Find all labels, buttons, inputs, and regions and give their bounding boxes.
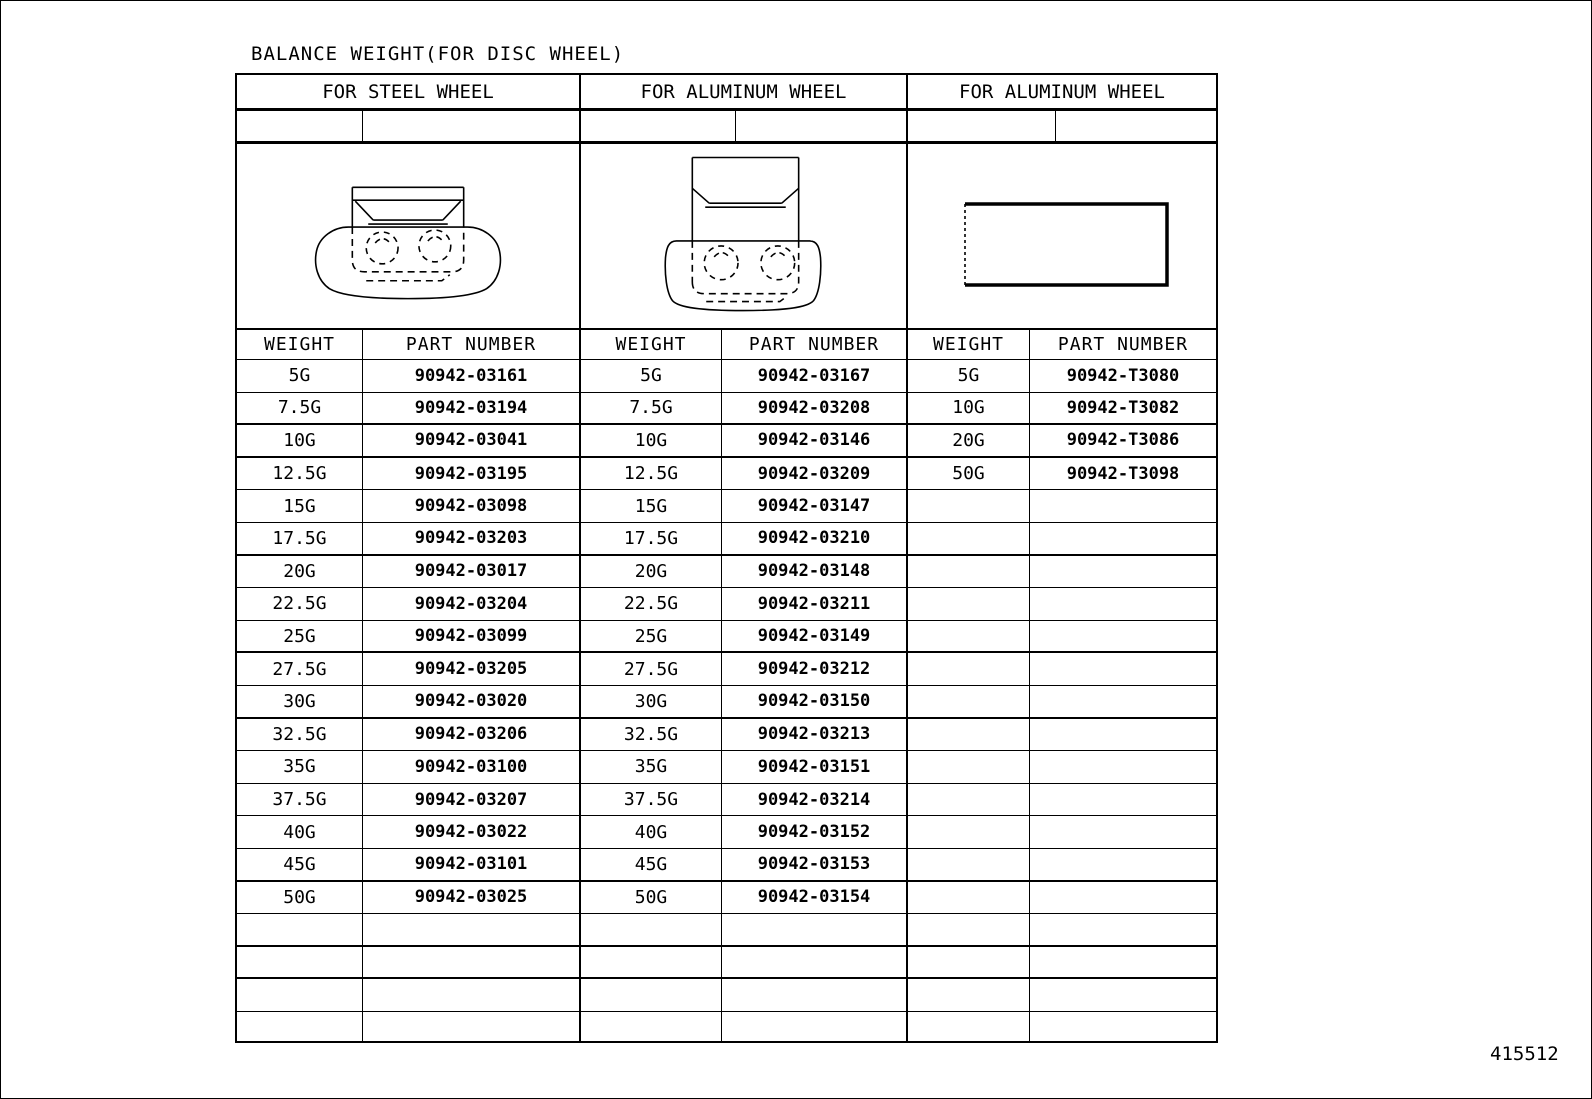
part-number-cell: 90942-03203 <box>363 523 581 554</box>
part-number-cell: 90942-03152 <box>722 816 908 848</box>
part-number-cell: 90942-03041 <box>363 425 581 456</box>
part-number-cell <box>1030 523 1216 554</box>
part-number-cell <box>1030 914 1216 945</box>
part-number-cell: 90942-03209 <box>722 458 908 490</box>
weight-cell: 25G <box>581 621 722 652</box>
weight-cell <box>908 979 1030 1011</box>
weight-cell <box>237 914 363 945</box>
group-header-aluminum-wheel-1: FOR ALUMINUM WHEEL <box>581 75 908 108</box>
weight-cell <box>581 979 722 1011</box>
table-row <box>237 686 1216 719</box>
weight-cell: 15G <box>237 490 363 522</box>
clip-on-aluminum-wheel-weight-diagram <box>581 144 908 328</box>
part-number-cell <box>1030 653 1216 685</box>
table-row <box>237 588 1216 621</box>
empty-cell <box>237 111 363 141</box>
group-header-aluminum-wheel-2: FOR ALUMINUM WHEEL <box>959 80 1165 103</box>
weight-cell <box>908 490 1030 522</box>
page-number: 415512 <box>1490 1043 1559 1065</box>
weight-cell: 12.5G <box>237 458 363 490</box>
weight-cell: 10G <box>908 393 1030 424</box>
part-number-cell <box>363 914 581 945</box>
part-number-cell <box>1030 588 1216 620</box>
part-number-cell: 90942-03161 <box>363 360 581 392</box>
table-row <box>237 914 1216 947</box>
weight-cell: 12.5G <box>581 458 722 490</box>
weight-cell: 37.5G <box>237 784 363 816</box>
weight-cell <box>908 816 1030 848</box>
weight-cell: 20G <box>908 425 1030 456</box>
table-data-rows <box>237 360 1216 1043</box>
diagram-row <box>237 144 1216 330</box>
table-row <box>237 556 1216 589</box>
parts-table <box>235 73 1218 1043</box>
part-number-cell: 90942-03150 <box>722 686 908 717</box>
weight-cell: 5G <box>237 360 363 392</box>
part-number-cell: 90942-T3080 <box>1066 365 1180 386</box>
weight-cell <box>237 979 363 1011</box>
part-number-cell: 90942-03148 <box>722 556 908 588</box>
part-number-cell <box>1030 719 1216 751</box>
column-header-weight: WEIGHT <box>581 330 722 359</box>
weight-cell <box>581 1012 722 1043</box>
weight-cell: 15G <box>581 490 722 522</box>
part-number-cell <box>1030 849 1216 880</box>
table-row <box>237 458 1216 491</box>
weight-cell: 25G <box>237 621 363 652</box>
part-number-cell <box>722 914 908 945</box>
part-number-cell: 90942-03212 <box>722 653 908 685</box>
weight-cell <box>581 947 722 978</box>
weight-cell: 22.5G <box>581 588 722 620</box>
weight-cell <box>908 784 1030 816</box>
weight-cell <box>908 849 1030 880</box>
weight-cell: 22.5G <box>237 588 363 620</box>
part-number-cell: 90942-03098 <box>363 490 581 522</box>
weight-cell: 30G <box>237 686 363 717</box>
table-row <box>237 849 1216 882</box>
part-number-cell: 90942-03211 <box>722 588 908 620</box>
column-header-weight: WEIGHT <box>237 330 363 359</box>
weight-cell <box>908 947 1030 978</box>
weight-cell <box>908 621 1030 652</box>
part-number-cell <box>1030 490 1216 522</box>
weight-cell <box>908 686 1030 717</box>
weight-cell: 35G <box>581 751 722 783</box>
part-number-cell <box>1030 1012 1216 1043</box>
part-number-cell: 90942-T3098 <box>1066 463 1180 484</box>
part-number-cell: 90942-03020 <box>363 686 581 717</box>
empty-sub-row <box>237 111 1216 144</box>
weight-cell <box>908 882 1030 914</box>
weight-cell: 37.5G <box>581 784 722 816</box>
weight-cell: 50G <box>908 458 1030 490</box>
weight-cell <box>237 1012 363 1043</box>
column-header-part-number: PART NUMBER <box>722 330 908 359</box>
table-row <box>237 979 1216 1012</box>
column-header-part-number: PART NUMBER <box>1057 334 1189 355</box>
part-number-cell: 90942-03022 <box>363 816 581 848</box>
group-header-steel-wheel: FOR STEEL WHEEL <box>237 75 581 108</box>
part-number-cell <box>1030 621 1216 652</box>
weight-cell: 17.5G <box>581 523 722 554</box>
part-number-cell: 90942-03100 <box>363 751 581 783</box>
weight-cell: 27.5G <box>581 653 722 685</box>
part-number-cell: 90942-03154 <box>722 882 908 914</box>
weight-cell <box>237 947 363 978</box>
group-header-row <box>237 75 1216 111</box>
weight-cell: 45G <box>237 849 363 880</box>
part-number-cell: 90942-03213 <box>722 719 908 751</box>
weight-cell: 30G <box>581 686 722 717</box>
table-row <box>237 719 1216 752</box>
part-number-cell: 90942-03099 <box>363 621 581 652</box>
table-row <box>237 621 1216 654</box>
weight-cell: 20G <box>581 556 722 588</box>
page-title: BALANCE WEIGHT(FOR DISC WHEEL) <box>251 43 625 65</box>
part-number-cell <box>1030 882 1216 914</box>
part-number-cell: 90942-03208 <box>722 393 908 424</box>
column-header-weight: WEIGHT <box>908 330 1030 359</box>
weight-cell: 32.5G <box>581 719 722 751</box>
table-row <box>237 425 1216 458</box>
empty-cell <box>1056 111 1216 141</box>
clip-on-steel-wheel-weight-diagram <box>237 144 581 328</box>
weight-cell <box>908 556 1030 588</box>
weight-cell <box>908 588 1030 620</box>
part-number-cell <box>1030 816 1216 848</box>
part-number-cell <box>1030 686 1216 717</box>
part-number-cell: 90942-03146 <box>722 425 908 456</box>
empty-cell <box>908 111 1056 141</box>
table-row <box>237 1012 1216 1043</box>
weight-cell: 10G <box>237 425 363 456</box>
part-number-cell <box>722 947 908 978</box>
table-row <box>237 490 1216 523</box>
column-header-row <box>237 330 1216 360</box>
weight-cell: 40G <box>237 816 363 848</box>
weight-cell: 17.5G <box>237 523 363 554</box>
part-number-cell: 90942-03025 <box>363 882 581 914</box>
part-number-cell: 90942-03147 <box>722 490 908 522</box>
part-number-cell: 90942-03151 <box>722 751 908 783</box>
table-row <box>237 784 1216 817</box>
weight-cell <box>908 1012 1030 1043</box>
weight-cell <box>908 523 1030 554</box>
weight-cell <box>908 751 1030 783</box>
part-number-cell: 90942-T3082 <box>1066 397 1180 418</box>
part-number-cell <box>1030 556 1216 588</box>
part-number-cell: 90942-03149 <box>722 621 908 652</box>
part-number-cell: 90942-03205 <box>363 653 581 685</box>
weight-cell: 5G <box>581 360 722 392</box>
part-number-cell: 90942-T3086 <box>1066 430 1180 451</box>
part-number-cell <box>363 947 581 978</box>
weight-cell: 50G <box>581 882 722 914</box>
part-number-cell: 90942-03206 <box>363 719 581 751</box>
weight-cell <box>908 914 1030 945</box>
table-row <box>237 360 1216 393</box>
weight-cell: 7.5G <box>581 393 722 424</box>
table-row <box>237 751 1216 784</box>
weight-cell: 35G <box>237 751 363 783</box>
table-row <box>237 523 1216 556</box>
weight-cell <box>581 914 722 945</box>
weight-cell: 27.5G <box>237 653 363 685</box>
part-number-cell <box>363 1012 581 1043</box>
weight-cell: 10G <box>581 425 722 456</box>
table-row <box>237 947 1216 980</box>
part-number-cell: 90942-03017 <box>363 556 581 588</box>
part-number-cell: 90942-03210 <box>722 523 908 554</box>
part-number-cell: 90942-03153 <box>722 849 908 880</box>
weight-cell: 5G <box>908 360 1030 392</box>
weight-cell: 50G <box>237 882 363 914</box>
weight-cell <box>908 719 1030 751</box>
part-number-cell: 90942-03195 <box>363 458 581 490</box>
part-number-cell <box>722 1012 908 1043</box>
stick-on-weight-diagram <box>908 144 1216 328</box>
empty-cell <box>363 111 581 141</box>
table-row <box>237 816 1216 849</box>
weight-cell: 45G <box>581 849 722 880</box>
part-number-cell <box>1030 979 1216 1011</box>
part-number-cell: 90942-03204 <box>363 588 581 620</box>
part-number-cell <box>363 979 581 1011</box>
weight-cell: 7.5G <box>237 393 363 424</box>
part-number-cell <box>1030 751 1216 783</box>
part-number-cell: 90942-03207 <box>363 784 581 816</box>
table-row <box>237 882 1216 915</box>
empty-cell <box>581 111 736 141</box>
table-row <box>237 393 1216 426</box>
weight-cell: 32.5G <box>237 719 363 751</box>
column-header-part-number: PART NUMBER <box>363 330 581 359</box>
part-number-cell <box>1030 947 1216 978</box>
weight-cell: 40G <box>581 816 722 848</box>
part-number-cell: 90942-03194 <box>363 393 581 424</box>
part-number-cell <box>722 979 908 1011</box>
empty-cell <box>736 111 908 141</box>
table-row <box>237 653 1216 686</box>
part-number-cell <box>1030 784 1216 816</box>
part-number-cell: 90942-03167 <box>722 360 908 392</box>
part-number-cell: 90942-03214 <box>722 784 908 816</box>
part-number-cell: 90942-03101 <box>363 849 581 880</box>
weight-cell <box>908 653 1030 685</box>
weight-cell: 20G <box>237 556 363 588</box>
